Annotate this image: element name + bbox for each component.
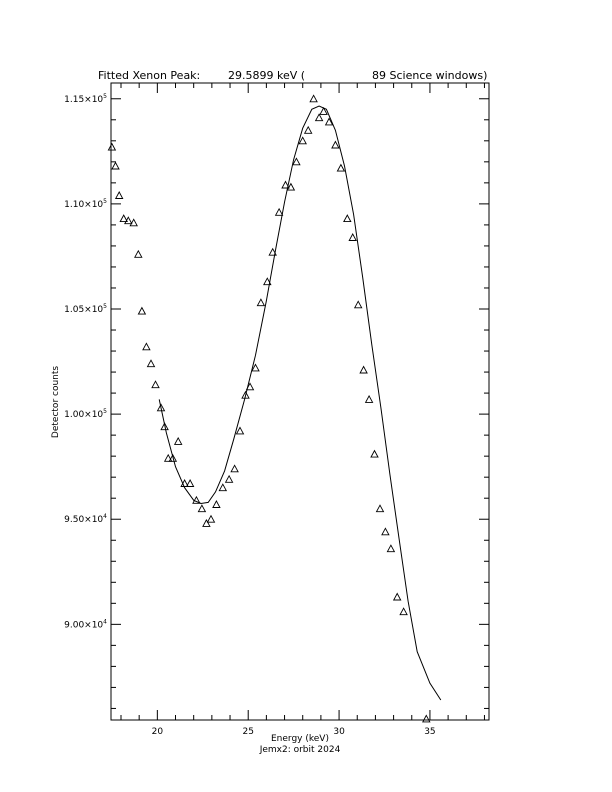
data-point: [377, 505, 384, 512]
data-point: [231, 465, 238, 472]
y-tick-label: $1.15\times 10^5$: [64, 92, 107, 105]
data-point: [337, 165, 344, 172]
y-tick-label: $1.00\times 10^5$: [64, 408, 107, 421]
data-point: [316, 114, 323, 121]
x-axis-ticks: [121, 83, 484, 720]
data-point: [366, 396, 373, 403]
data-point: [143, 343, 150, 350]
x-tick-label: 25: [242, 727, 254, 737]
x-axis-label: Energy (keV): [271, 734, 329, 744]
data-point: [276, 209, 283, 216]
data-point: [175, 438, 182, 445]
y-axis-label: Detector counts: [51, 365, 61, 439]
chart-subtitle: Jemx2: orbit 2024: [259, 745, 341, 755]
data-point: [226, 476, 233, 483]
y-tick-label: $1.05\times 10^5$: [64, 302, 107, 315]
data-point: [349, 234, 356, 241]
data-points: [108, 95, 429, 722]
data-point: [305, 127, 312, 134]
data-point: [203, 520, 210, 527]
data-point: [152, 381, 159, 388]
data-point: [394, 594, 401, 601]
chart-title-value: 29.5899 keV (: [228, 69, 306, 82]
y-axis-tick-labels: [64, 93, 107, 631]
data-point: [208, 516, 215, 523]
data-point: [219, 484, 226, 491]
y-axis-ticks: [111, 99, 489, 709]
chart-title-label: Fitted Xenon Peak:: [98, 69, 201, 82]
data-point: [112, 163, 119, 170]
data-point: [213, 501, 220, 508]
data-point: [423, 715, 430, 722]
fit-curve: [159, 106, 441, 700]
data-point: [344, 215, 351, 222]
data-point: [310, 95, 317, 102]
data-point: [135, 251, 142, 257]
x-tick-label: 35: [424, 727, 436, 737]
data-point: [138, 308, 145, 315]
chart-title-windows: 89 Science windows): [372, 69, 488, 82]
data-point: [148, 360, 155, 367]
data-point: [257, 299, 264, 306]
x-tick-label: 20: [151, 727, 164, 737]
y-tick-label: $9.50\times 10^4$: [64, 513, 107, 526]
data-point: [237, 427, 244, 434]
data-point: [382, 528, 389, 535]
data-point: [355, 301, 362, 308]
data-point: [387, 545, 394, 552]
y-tick-label: $9.00\times 10^4$: [64, 618, 107, 631]
data-point: [116, 192, 123, 199]
data-point: [108, 144, 115, 151]
y-tick-label: $1.10\times 10^5$: [64, 197, 107, 210]
chart-title: [98, 69, 487, 82]
data-point: [400, 608, 407, 615]
data-point: [371, 451, 378, 458]
data-point: [198, 505, 205, 512]
data-point: [332, 142, 339, 149]
data-point: [360, 367, 367, 374]
plot-frame: [111, 83, 489, 720]
x-tick-label: 30: [333, 727, 345, 737]
